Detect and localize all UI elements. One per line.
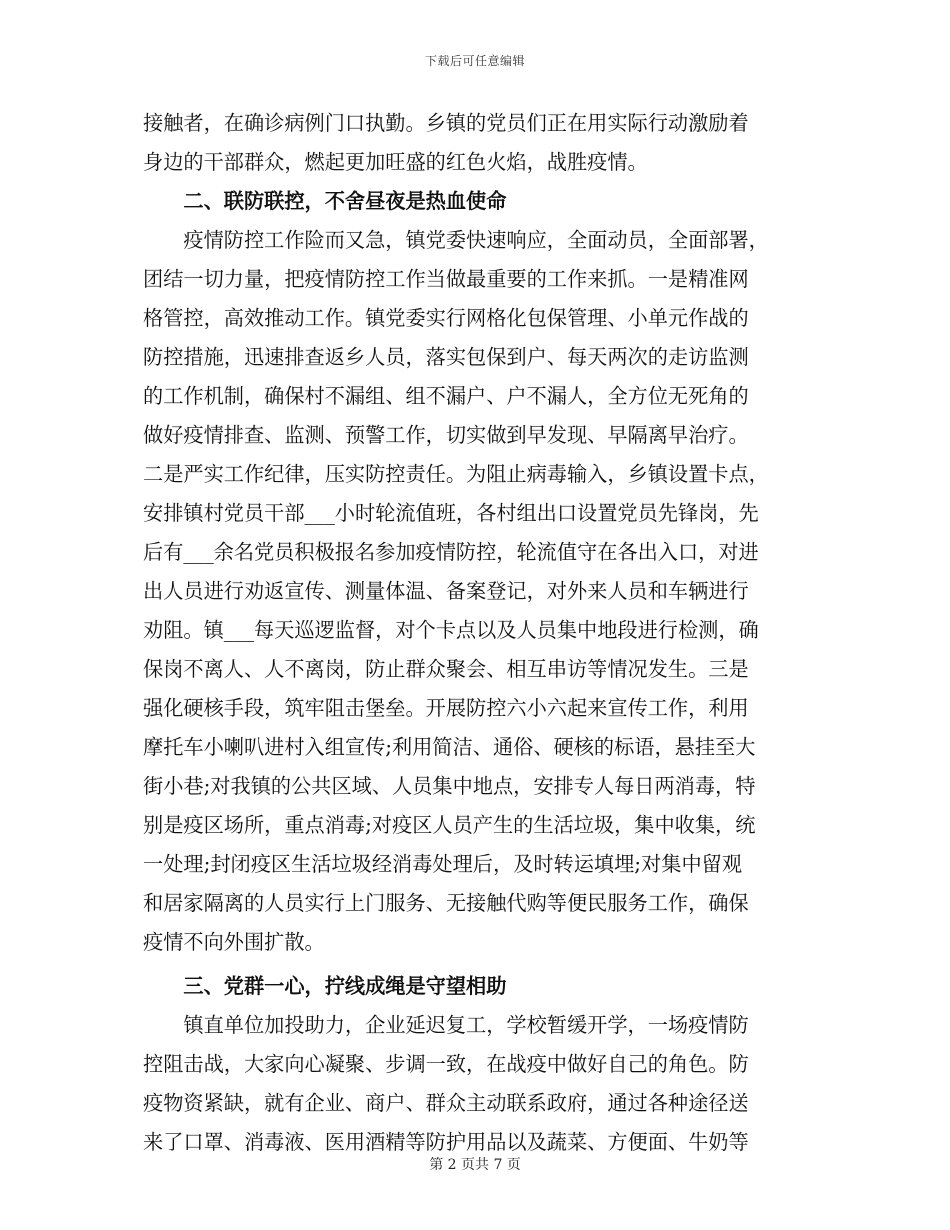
paragraph-line: 出人员进行劝返宣传、测量体温、备案登记，对外来人员和车辆进行 [143, 579, 749, 603]
paragraph-line: 疫情不向外围扩散。 [143, 930, 325, 954]
paragraph-line: 后有___余名党员积极报名参加疫情防控，轮流值守在各出入口，对进 [143, 540, 759, 564]
paragraph-line: 疫情防控工作险而又急，镇党委快速响应，全面动员，全面部署， [143, 228, 769, 252]
paragraph-line: 镇直单位加投助力，企业延迟复工，学校暂缓开学，一场疫情防 [143, 1013, 749, 1037]
paragraph-line: 格管控，高效推动工作。镇党委实行网格化包保管理、小单元作战的 [143, 306, 749, 330]
page-header: 下载后可任意编辑 [424, 54, 525, 68]
paragraph-line: 劝阻。镇___每天巡逻监督，对个卡点以及人员集中地段进行检测，确 [143, 618, 759, 642]
paragraph-line: 和居家隔离的人员实行上门服务、无接触代购等便民服务工作，确保 [143, 891, 749, 915]
paragraph-line: 摩托车小喇叭进村入组宣传;利用简洁、通俗、硬核的标语，悬挂至大 [143, 735, 756, 759]
paragraph-line: 团结一切力量，把疫情防控工作当做最重要的工作来抓。一是精准网 [143, 267, 749, 291]
paragraph-line: 二是严实工作纪律，压实防控责任。为阻止病毒输入，乡镇设置卡点， [143, 462, 769, 486]
paragraph-line: 来了口罩、消毒液、医用酒精等防护用品以及蔬菜、方便面、牛奶等 [143, 1130, 749, 1154]
paragraph-line: 强化硬核手段，筑牢阻击堡垒。开展防控六小六起来宣传工作，利用 [143, 696, 749, 720]
paragraph-line: 接触者，在确诊病例门口执勤。乡镇的党员们正在用实际行动激励着 [143, 111, 749, 135]
paragraph-line: 防控措施，迅速排查返乡人员，落实包保到户、每天两次的走访监测 [143, 345, 749, 369]
paragraph-line: 保岗不离人、人不离岗，防止群众聚会、相互串访等情况发生。三是 [143, 657, 749, 681]
page-number-footer: 第 2 页共 7 页 [429, 1157, 521, 1173]
paragraph-line: 做好疫情排查、监测、预警工作，切实做到早发现、早隔离早治疗。 [143, 423, 749, 447]
paragraph-line: 身边的干部群众，燃起更加旺盛的红色火焰，战胜疫情。 [143, 150, 648, 174]
section-heading-3: 三、党群一心，拧线成绳是守望相助 [143, 974, 507, 998]
paragraph-line: 一处理;封闭疫区生活垃圾经消毒处理后，及时转运填埋;对集中留观 [143, 852, 743, 876]
paragraph-line: 疫物资紧缺，就有企业、商户、群众主动联系政府，通过各种途径送 [143, 1091, 749, 1115]
paragraph-line: 别是疫区场所，重点消毒;对疫区人员产生的生活垃圾，集中收集，统 [143, 813, 756, 837]
paragraph-line: 街小巷;对我镇的公共区域、人员集中地点，安排专人每日两消毒，特 [143, 774, 756, 798]
document-body [143, 104, 805, 1162]
paragraph-line: 的工作机制，确保村不漏组、组不漏户、户不漏人，全方位无死角的 [143, 384, 749, 408]
paragraph-line: 控阻击战，大家向心凝聚、步调一致，在战疫中做好自己的角色。防 [143, 1052, 749, 1076]
section-heading-2: 二、联防联控，不舍昼夜是热血使命 [143, 189, 507, 213]
paragraph-line: 安排镇村党员干部___小时轮流值班，各村组出口设置党员先锋岗，先 [143, 501, 759, 525]
